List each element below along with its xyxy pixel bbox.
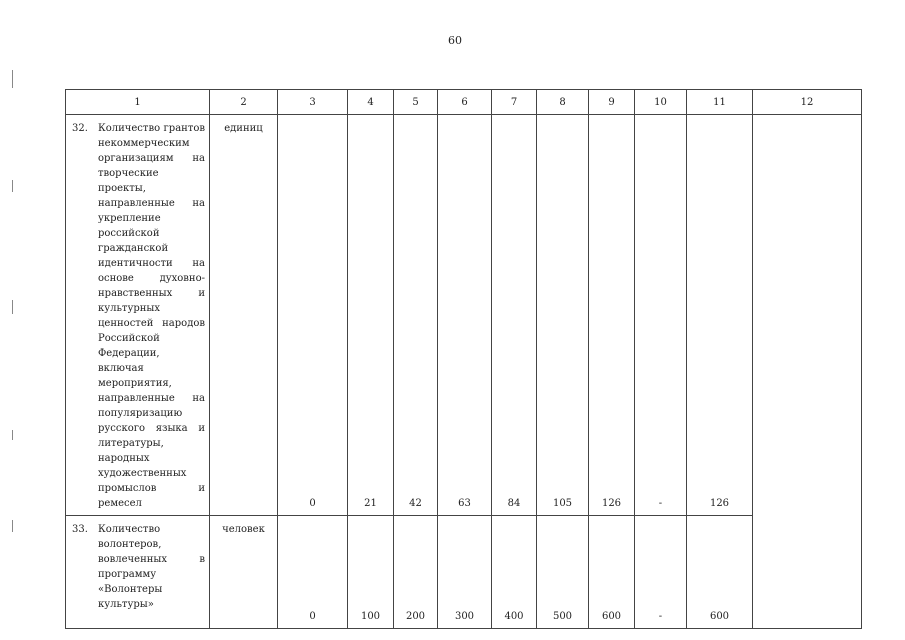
value-cell: 63 — [438, 115, 492, 516]
header-cell: 8 — [537, 90, 589, 115]
indicator-name: Количество грантов некоммерческим организациям на творческие проекты, направленные на укрепление российской гражданской идентичности на основе духовно-нравственных и культурных ценностей народов Российской Федерации, включая мероприятия, направленные на популяризацию русского языка и литературы, народных художественных промыслов и ремесел — [98, 123, 205, 509]
header-cell: 2 — [210, 90, 278, 115]
value-cell: 0 — [278, 115, 348, 516]
value-cell: 400 — [492, 516, 537, 629]
value-cell: 105 — [537, 115, 589, 516]
table-row — [66, 516, 862, 629]
unit-cell: человек — [210, 516, 278, 629]
value-cell: - — [635, 115, 687, 516]
header-cell: 9 — [589, 90, 635, 115]
header-cell: 11 — [687, 90, 753, 115]
row-index: 33. — [72, 524, 88, 535]
header-cell: 4 — [348, 90, 394, 115]
value-cell: 84 — [492, 115, 537, 516]
value-cell: 126 — [589, 115, 635, 516]
value-cell: 100 — [348, 516, 394, 629]
value-cell: 21 — [348, 115, 394, 516]
header-cell: 10 — [635, 90, 687, 115]
scan-mark — [12, 430, 13, 440]
value-cell: 42 — [394, 115, 438, 516]
scan-mark — [12, 300, 13, 314]
header-cell: 12 — [753, 90, 862, 115]
indicator-cell — [66, 516, 210, 629]
indicator-cell — [66, 115, 210, 516]
header-cell: 1 — [66, 90, 210, 115]
value-cell: 300 — [438, 516, 492, 629]
value-cell: 600 — [589, 516, 635, 629]
table-header-row — [66, 90, 862, 115]
scan-mark — [12, 70, 13, 88]
value-cell: 500 — [537, 516, 589, 629]
indicators-table — [65, 89, 862, 629]
row-index: 32. — [72, 123, 88, 134]
value-cell: 600 — [687, 516, 753, 629]
page-number: 60 — [448, 34, 462, 47]
header-cell: 3 — [278, 90, 348, 115]
unit-cell: единиц — [210, 115, 278, 516]
value-cell: 0 — [278, 516, 348, 629]
table-row — [66, 115, 862, 516]
value-cell: 200 — [394, 516, 438, 629]
scan-mark — [12, 180, 13, 192]
header-cell: 7 — [492, 90, 537, 115]
indicator-name: Количество волонтеров, вовлеченных в программу «Волонтеры культуры» — [98, 524, 205, 610]
header-cell: 5 — [394, 90, 438, 115]
notes-cell — [753, 115, 862, 629]
value-cell: - — [635, 516, 687, 629]
scan-mark — [12, 520, 13, 532]
value-cell: 126 — [687, 115, 753, 516]
header-cell: 6 — [438, 90, 492, 115]
